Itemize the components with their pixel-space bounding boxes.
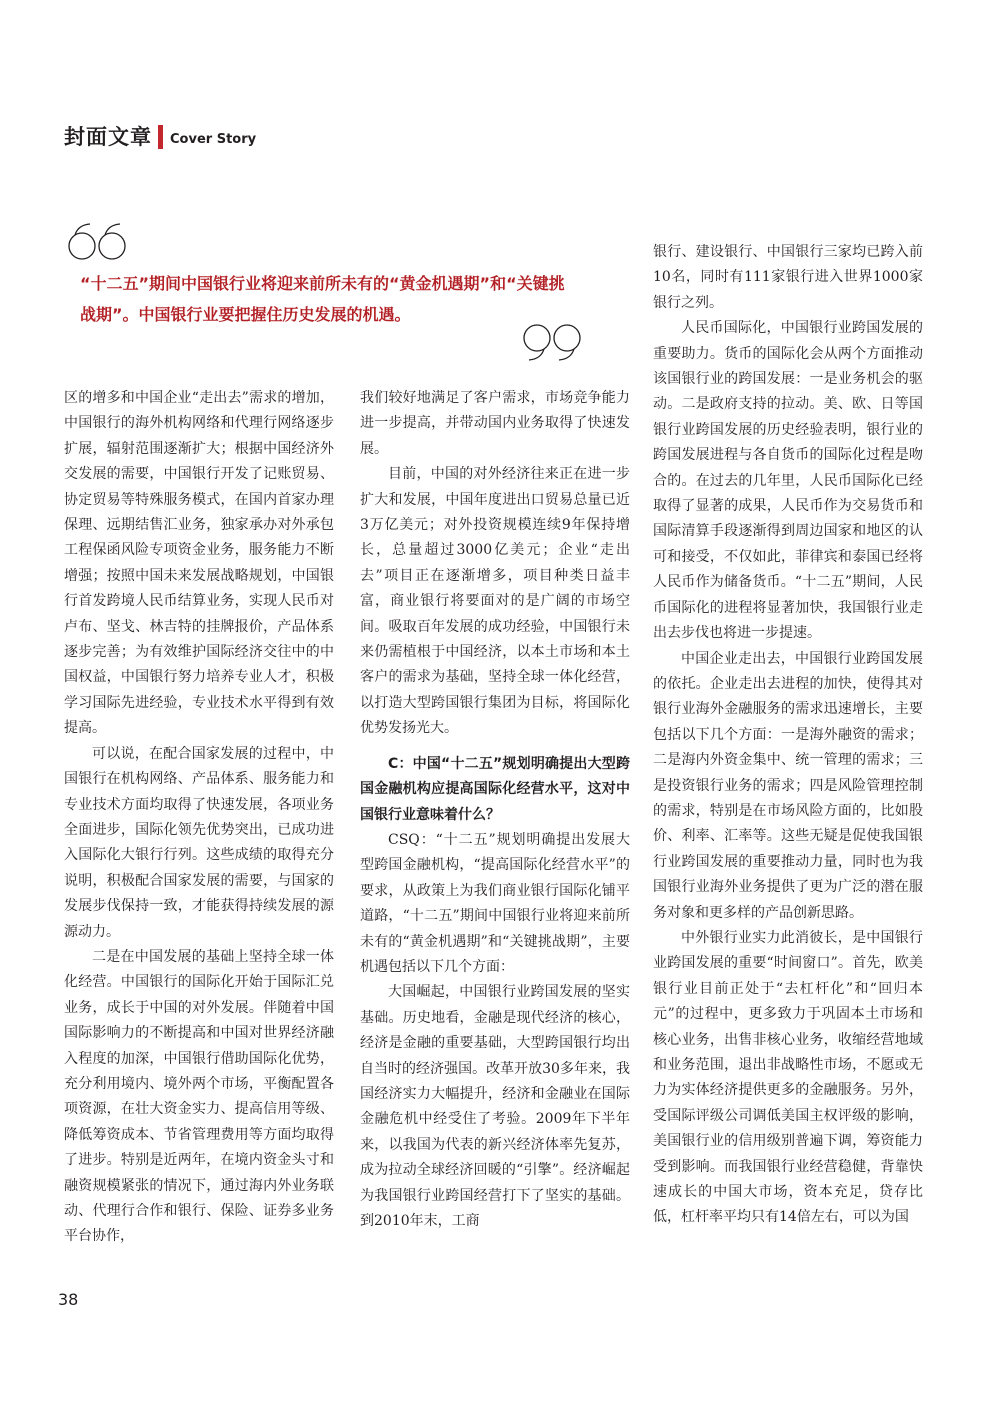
open-quote-icon [66,222,130,262]
section-title-cn: 封面文章 [64,125,152,149]
paragraph: 银行、建设银行、中国银行三家均已跨入前10名，同时有111家银行进入世界1000家银行之列。 [653,244,923,311]
article-column-1 [64,386,334,1250]
paragraph: 我们较好地满足了客户需求，市场竞争能力进一步提高，并带动国内业务取得了快速发展。 [360,390,630,457]
article-column-3 [653,240,923,1231]
section-header [64,120,256,150]
paragraph: 二是在中国发展的基础上坚持全球一体化经营。中国银行的国际化开始于国际汇兑业务，成长于中国的对外发展。伴随着中国国际影响力的不断提高和中国对世界经济融入程度的加深，中国银行借助国际化优势，充分利用境内、境外两个市场，平衡配置各项资源，在壮大资金实力、提高信用等级、降低筹资成本、节省管理费用等方面均取得了进步。特别是近两年，在境内资金头寸和融资规模紧张的情况下，通过海内外业务联动、代理行合作和银行、保险、证券多业务平台协作， [64,948,334,1245]
interview-answer: CSQ：“十二五”规划明确提出发展大型跨国金融机构，“提高国际化经营水平”的要求，从政策上为我们商业银行国际化铺平道路，“十二五”期间中国银行业将迎来前所未有的“黄金机遇期”和“关键挑战期”，主要机遇包括以下几个方面： [360,831,630,975]
paragraph: 中外银行业实力此消彼长，是中国银行业跨国发展的重要“时间窗口”。首先，欧美银行业目前正处于“去杠杆化”和“回归本元”的过程中，更多致力于巩固本土市场和核心业务，出售非核心业务，收缩经营地域和业务范围，退出非战略性市场，不愿或无力为实体经济提供更多的金融服务。另外，受国际评级公司调低美国主权评级的影响，美国银行业的信用级别普遍下调，筹资能力受到影响。而我国银行业经营稳健，背靠快速成长的中国大市场，资本充足，贷存比低，杠杆率平均只有14倍左右，可以为国 [653,929,923,1226]
paragraph: 目前，中国的对外经济往来正在进一步扩大和发展，中国年度进出口贸易总量已近3万亿美元；对外投资规模连续9年保持增长，总量超过3000亿美元；企业“走出去”项目正在逐渐增多，项目种类日益丰富，商业银行将要面对的是广阔的市场空间。吸取百年发展的成功经验，中国银行未来仍需植根于中国经济，以本土市场和本土客户的需求为基础，坚持全球一体化经营，以打造大型跨国银行集团为目标，将国际化优势发扬光大。 [360,466,630,737]
close-quote-icon [519,322,583,362]
article-column-2 [360,386,630,1234]
paragraph: 区的增多和中国企业“走出去”需求的增加，中国银行的海外机构网络和代理行网络逐步扩展，辐射范围逐渐扩大；根据中国经济外交发展的需要，中国银行开发了记账贸易、协定贸易等特殊服务模式，在国内首家办理保理、远期结售汇业务，独家承办对外承包工程保函风险专项资金业务，服务能力不断增强；按照中国未来发展战略规划，中国银行首发跨境人民币结算业务，实现人民币对卢布、坚戈、林吉特的挂牌报价，产品体系逐步完善；为有效维护国际经济交往中的中国权益，中国银行努力培养专业人才，积极学习国际先进经验，专业技术水平得到有效提高。 [64,390,334,737]
page-number: 38 [58,1290,79,1309]
paragraph: 大国崛起，中国银行业跨国发展的坚实基础。历史地看，金融是现代经济的核心，经济是金融的重要基础，大型跨国银行均出自当时的经济强国。改革开放30多年来，我国经济实力大幅提升，经济和金融业在国际金融危机中经受住了考验。2009年下半年来，以我国为代表的新兴经济体率先复苏，成为拉动全球经济回暖的“引擎”。经济崛起为我国银行业跨国经营打下了坚实的基础。到2010年末，工商 [360,984,630,1229]
interview-question: C：中国“十二五”规划明确提出大型跨国金融机构应提高国际化经营水平，这对中国银行业意味着什么？ [360,755,630,823]
paragraph: 中国企业走出去，中国银行业跨国发展的依托。企业走出去进程的加快，使得其对银行业海外金融服务的需求迅速增长，主要包括以下几个方面：一是海外融资的需求；二是海内外资金集中、统一管理的需求；三是投资银行业务的需求；四是风险管理控制的需求，特别是在市场风险方面的，比如股价、利率、汇率等。这些无疑是促使我国银行业跨国发展的重要推动力量，同时也为我国银行业海外业务提供了更为广泛的潜在服务对象和更多样的产品创新思路。 [653,650,923,921]
pull-quote: “十二五”期间中国银行业将迎来前所未有的“黄金机遇期”和“关键挑战期”。中国银行业要把握住历史发展的机遇。 [80,274,565,324]
paragraph: 可以说，在配合国家发展的过程中，中国银行在机构网络、产品体系、服务能力和专业技术方面均取得了快速发展，各项业务全面进步，国际化领先优势突出，已成功进入国际化大银行行列。这些成绩的取得充分说明，积极配合国家发展的需要，与国家的发展步伐保持一致，才能获得持续发展的源源动力。 [64,745,334,940]
section-divider-bar [158,125,163,149]
paragraph: 人民币国际化，中国银行业跨国发展的重要助力。货币的国际化会从两个方面推动该国银行业的跨国发展：一是业务机会的驱动。二是政府支持的拉动。美、欧、日等国银行业跨国发展的历史经验表明，银行业的跨国发展进程与各自货币的国际化过程是吻合的。在过去的几年里，人民币国际化已经取得了显著的成果，人民币作为交易货币和国际清算手段逐渐得到周边国家和地区的认可和接受，不仅如此，菲律宾和泰国已经将人民币作为储备货币。“十二五”期间，人民币国际化的进程将显著加快，我国银行业走出去步伐也将进一步提速。 [653,320,923,642]
section-title-en: Cover Story [170,132,257,147]
